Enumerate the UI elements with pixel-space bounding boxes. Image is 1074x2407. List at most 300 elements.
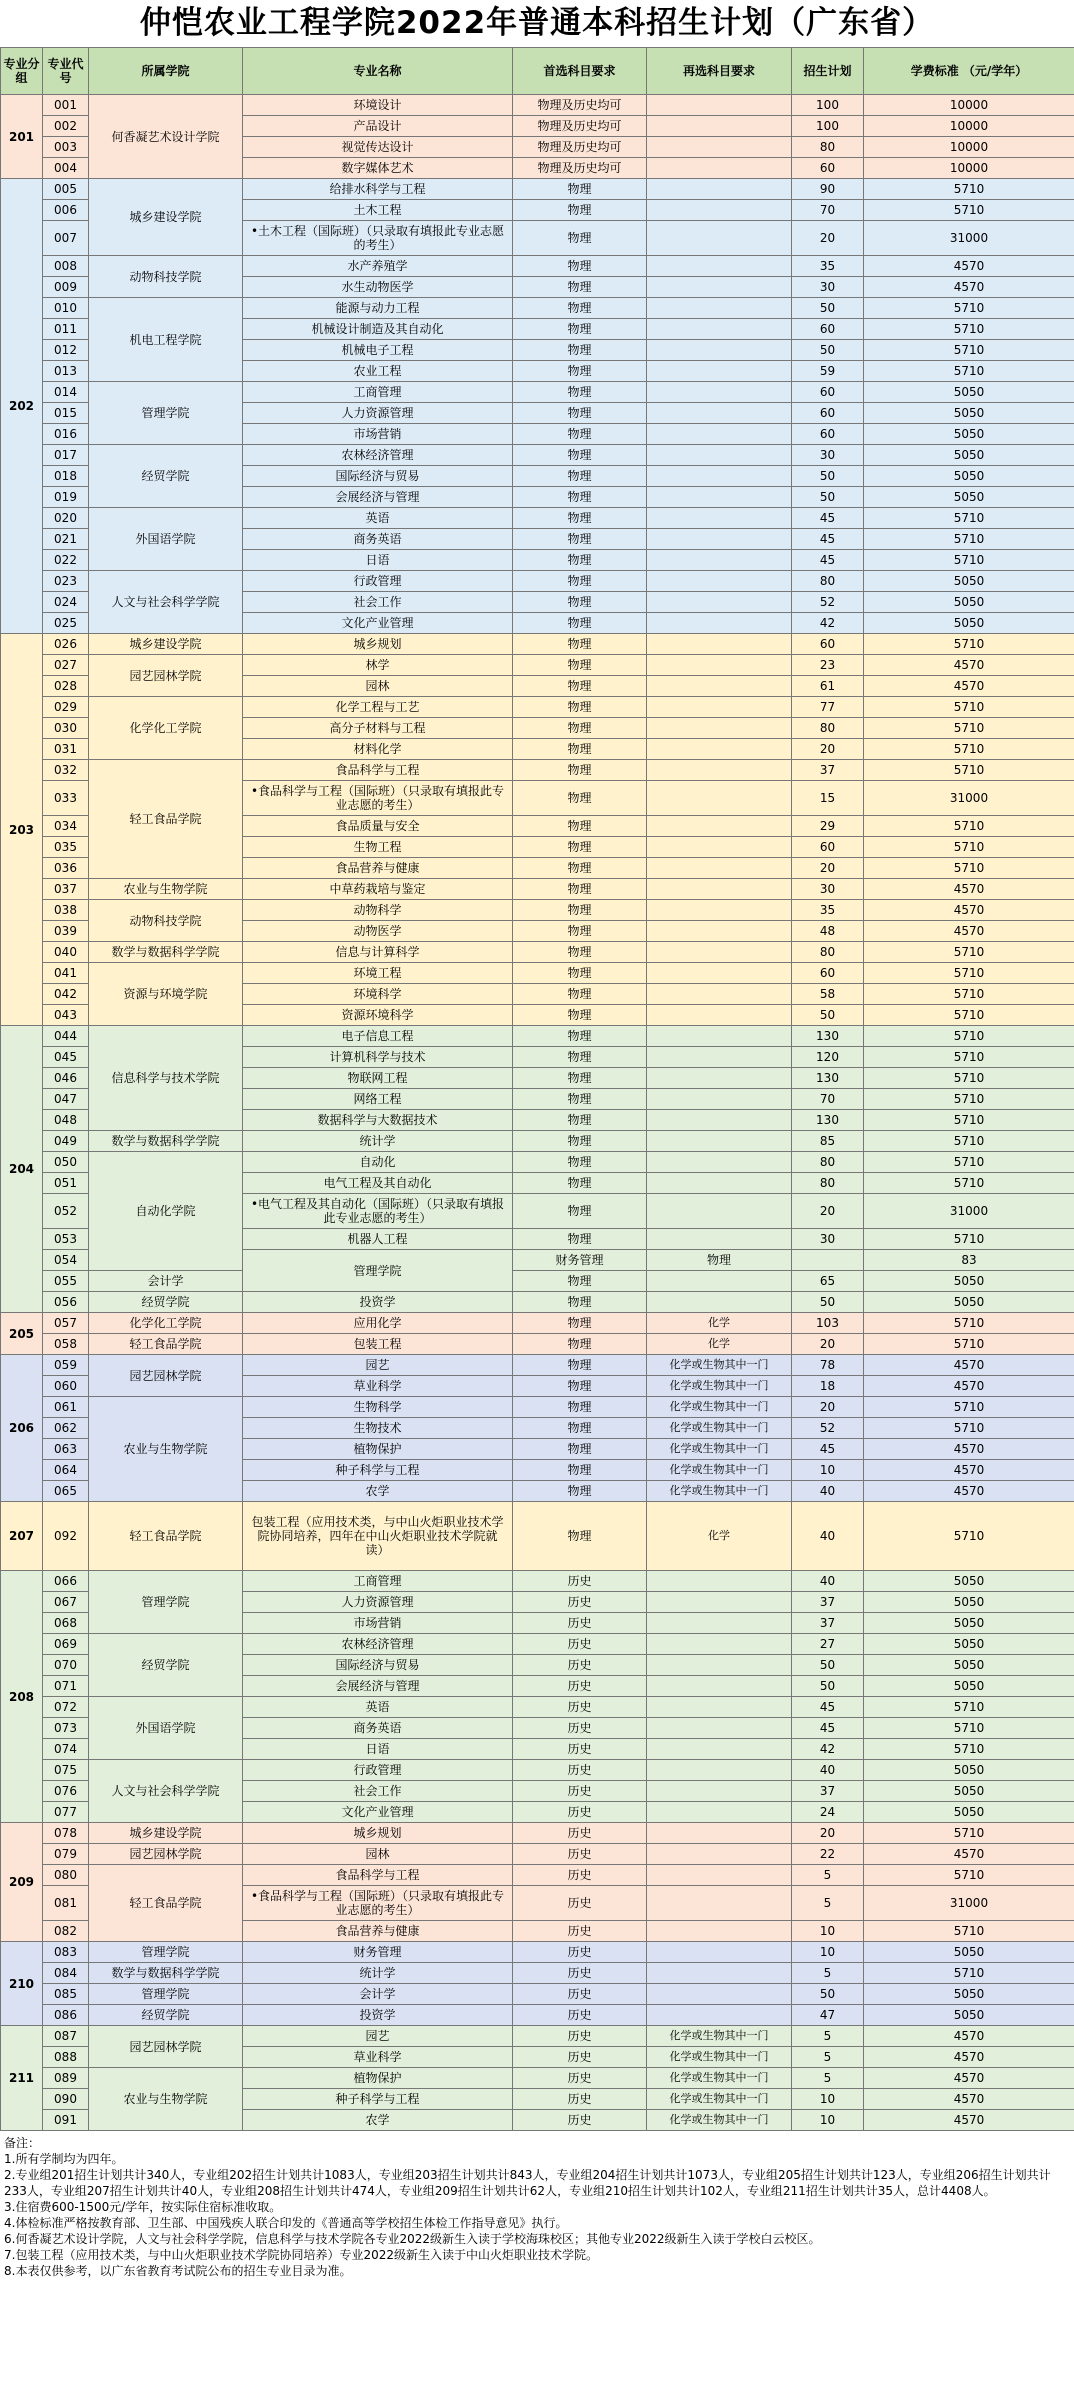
table-row xyxy=(1,1823,1074,1844)
fee-cell: 5050 xyxy=(864,1634,1074,1655)
name-cell: 商务英语 xyxy=(243,1718,513,1739)
name-cell: 物联网工程 xyxy=(243,1068,513,1089)
group-cell: 205 xyxy=(1,1313,43,1355)
name-cell: 日语 xyxy=(243,1739,513,1760)
code-cell: 034 xyxy=(43,816,89,837)
second-cell xyxy=(647,1229,792,1250)
first-cell: 历史 xyxy=(513,1865,647,1886)
plan-cell: 90 xyxy=(792,179,864,200)
name-cell: 草业科学 xyxy=(243,1376,513,1397)
second-cell xyxy=(647,2005,792,2026)
name-cell: 商务英语 xyxy=(243,529,513,550)
code-cell: 063 xyxy=(43,1439,89,1460)
first-cell: 物理 xyxy=(513,676,647,697)
code-cell: 046 xyxy=(43,1068,89,1089)
name-cell: 自动化 xyxy=(243,1152,513,1173)
first-cell: 物理 xyxy=(513,1110,647,1131)
first-cell: 物理 xyxy=(513,1271,647,1292)
table-row xyxy=(1,1397,1074,1418)
second-cell: 化学或生物其中一门 xyxy=(647,2110,792,2131)
name-cell: 包装工程 xyxy=(243,1334,513,1355)
name-cell: 会展经济与管理 xyxy=(243,487,513,508)
code-cell: 052 xyxy=(43,1194,89,1229)
second-cell xyxy=(647,319,792,340)
first-cell: 历史 xyxy=(513,1823,647,1844)
plan-cell: 5 xyxy=(792,1886,864,1921)
fee-cell: 4570 xyxy=(864,1439,1074,1460)
code-cell: 074 xyxy=(43,1739,89,1760)
name-cell: 电气工程及其自动化 xyxy=(243,1173,513,1194)
code-cell: 028 xyxy=(43,676,89,697)
plan-cell: 58 xyxy=(792,984,864,1005)
plan-cell: 59 xyxy=(792,361,864,382)
plan-cell: 5 xyxy=(792,2047,864,2068)
fee-cell: 5050 xyxy=(864,382,1074,403)
first-cell: 物理 xyxy=(513,1089,647,1110)
plan-cell: 100 xyxy=(792,95,864,116)
plan-cell: 45 xyxy=(792,529,864,550)
first-cell: 物理 xyxy=(513,634,647,655)
header-first-subject: 首选科目要求 xyxy=(513,48,647,95)
second-cell xyxy=(647,1152,792,1173)
first-cell: 物理 xyxy=(513,1397,647,1418)
code-cell: 014 xyxy=(43,382,89,403)
first-cell: 物理 xyxy=(513,816,647,837)
first-cell: 物理 xyxy=(513,1229,647,1250)
fee-cell: 5710 xyxy=(864,1313,1074,1334)
second-cell xyxy=(647,760,792,781)
plan-cell: 30 xyxy=(792,879,864,900)
name-cell: 会计学 xyxy=(243,1984,513,2005)
note-line: 2.专业组201招生计划共计340人，专业组202招生计划共计1083人，专业组203招生计划共计843人，专业组204招生计划共计1073人，专业组205招生计划共计123人，专业组206招生计划共计233人，专业组207招生计划共计40人，专业组208招生计划共计474人，专业组209招生计划共计62人，专业组210招生计划共计102人，专业组211招生计划共计35人，总计4408人。 xyxy=(4,2168,1051,2198)
code-cell: 073 xyxy=(43,1718,89,1739)
second-cell xyxy=(647,158,792,179)
plan-cell: 47 xyxy=(792,2005,864,2026)
name-cell: 水生动物医学 xyxy=(243,277,513,298)
plan-cell: 61 xyxy=(792,676,864,697)
second-cell xyxy=(647,816,792,837)
fee-cell: 4570 xyxy=(864,2047,1074,2068)
first-cell: 历史 xyxy=(513,1963,647,1984)
first-cell: 物理 xyxy=(513,382,647,403)
code-cell: 053 xyxy=(43,1229,89,1250)
first-cell: 物理 xyxy=(513,1355,647,1376)
name-cell: 农林经济管理 xyxy=(243,445,513,466)
first-cell: 物理 xyxy=(513,718,647,739)
name-cell: 英语 xyxy=(243,508,513,529)
second-cell xyxy=(647,571,792,592)
group-cell: 206 xyxy=(1,1355,43,1502)
code-cell: 045 xyxy=(43,1047,89,1068)
fee-cell: 5710 xyxy=(864,1152,1074,1173)
table-row xyxy=(1,1984,1074,2005)
college-cell: 数学与数据科学学院 xyxy=(89,1963,243,1984)
first-cell: 历史 xyxy=(513,1942,647,1963)
name-cell: 英语 xyxy=(243,1697,513,1718)
second-cell xyxy=(647,718,792,739)
name-cell: 能源与动力工程 xyxy=(243,298,513,319)
first-cell: 物理 xyxy=(513,697,647,718)
fee-cell: 4570 xyxy=(864,1355,1074,1376)
name-cell: 生物科学 xyxy=(243,1397,513,1418)
plan-cell: 30 xyxy=(792,277,864,298)
name-cell: 投资学 xyxy=(243,2005,513,2026)
group-cell: 209 xyxy=(1,1823,43,1942)
code-cell: 075 xyxy=(43,1760,89,1781)
code-cell: 010 xyxy=(43,298,89,319)
second-cell: 化学 xyxy=(647,1334,792,1355)
code-cell: 009 xyxy=(43,277,89,298)
fee-cell: 10000 xyxy=(864,95,1074,116)
plan-cell: 45 xyxy=(792,1697,864,1718)
first-cell: 物理 xyxy=(513,179,647,200)
first-cell: 物理 xyxy=(513,921,647,942)
college-cell: 轻工食品学院 xyxy=(89,1334,243,1355)
first-cell: 物理 xyxy=(513,445,647,466)
name-cell: 农学 xyxy=(243,2110,513,2131)
fee-cell: 4570 xyxy=(864,879,1074,900)
first-cell: 物理 xyxy=(513,1005,647,1026)
code-cell: 090 xyxy=(43,2089,89,2110)
first-cell: 历史 xyxy=(513,1655,647,1676)
code-cell: 032 xyxy=(43,760,89,781)
table-header xyxy=(1,48,1074,95)
table-row xyxy=(1,1865,1074,1886)
name-cell: 化学工程与工艺 xyxy=(243,697,513,718)
code-cell: 050 xyxy=(43,1152,89,1173)
first-cell: 物理 xyxy=(513,1418,647,1439)
header-college: 所属学院 xyxy=(89,48,243,95)
code-cell: 087 xyxy=(43,2026,89,2047)
college-cell: 农业与生物学院 xyxy=(89,879,243,900)
college-cell: 管理学院 xyxy=(89,1571,243,1634)
fee-cell: 5710 xyxy=(864,361,1074,382)
second-cell: 化学 xyxy=(647,1313,792,1334)
code-cell: 070 xyxy=(43,1655,89,1676)
code-cell: 003 xyxy=(43,137,89,158)
fee-cell: 5710 xyxy=(864,200,1074,221)
plan-cell: 80 xyxy=(792,942,864,963)
first-cell: 物理 xyxy=(513,466,647,487)
name-cell: 园林 xyxy=(243,1844,513,1865)
second-cell xyxy=(647,942,792,963)
code-cell: 044 xyxy=(43,1026,89,1047)
fee-cell: 5710 xyxy=(864,298,1074,319)
plan-cell: 27 xyxy=(792,1634,864,1655)
name-cell: 社会工作 xyxy=(243,1781,513,1802)
second-cell xyxy=(647,655,792,676)
code-cell: 020 xyxy=(43,508,89,529)
name-cell: 数字媒体艺术 xyxy=(243,158,513,179)
note-line: 8.本表仅供参考，以广东省教育考试院公布的招生专业目录为准。 xyxy=(4,2264,352,2278)
code-cell: 041 xyxy=(43,963,89,984)
plan-cell: 40 xyxy=(792,1571,864,1592)
first-cell: 物理 xyxy=(513,984,647,1005)
college-cell: 经贸学院 xyxy=(89,445,243,508)
plan-cell: 45 xyxy=(792,550,864,571)
first-cell: 历史 xyxy=(513,1676,647,1697)
table-row xyxy=(1,697,1074,718)
name-cell: 工商管理 xyxy=(243,382,513,403)
plan-cell: 50 xyxy=(792,340,864,361)
page-title: 仲恺农业工程学院2022年普通本科招生计划（广东省） xyxy=(0,0,1074,47)
second-cell xyxy=(647,837,792,858)
name-cell: 行政管理 xyxy=(243,571,513,592)
fee-cell: 5050 xyxy=(864,424,1074,445)
second-cell: 化学或生物其中一门 xyxy=(647,1439,792,1460)
code-cell: 006 xyxy=(43,200,89,221)
plan-cell: 50 xyxy=(792,466,864,487)
plan-cell: 80 xyxy=(792,1173,864,1194)
fee-cell: 5710 xyxy=(864,963,1074,984)
second-cell xyxy=(647,529,792,550)
table-row xyxy=(1,1844,1074,1865)
plan-cell: 70 xyxy=(792,1089,864,1110)
name-cell: 行政管理 xyxy=(243,1760,513,1781)
first-cell: 历史 xyxy=(513,1886,647,1921)
plan-cell: 20 xyxy=(792,858,864,879)
second-cell xyxy=(647,508,792,529)
fee-cell: 5050 xyxy=(864,1292,1074,1313)
code-cell: 027 xyxy=(43,655,89,676)
fee-cell: 4570 xyxy=(864,2110,1074,2131)
table-row xyxy=(1,1271,1074,1292)
fee-cell: 31000 xyxy=(864,221,1074,256)
first-cell: 物理及历史均可 xyxy=(513,116,647,137)
second-cell xyxy=(647,1026,792,1047)
group-cell: 202 xyxy=(1,179,43,634)
code-cell: 055 xyxy=(43,1271,89,1292)
first-cell: 物理 xyxy=(513,781,647,816)
first-cell: 物理 xyxy=(513,403,647,424)
plan-cell: 42 xyxy=(792,613,864,634)
header-code: 专业代号 xyxy=(43,48,89,95)
second-cell xyxy=(647,221,792,256)
college-cell: 数学与数据科学学院 xyxy=(89,942,243,963)
code-cell: 024 xyxy=(43,592,89,613)
first-cell: 历史 xyxy=(513,1718,647,1739)
second-cell: 化学或生物其中一门 xyxy=(647,1460,792,1481)
second-cell xyxy=(647,298,792,319)
name-cell: 财务管理 xyxy=(513,1250,647,1271)
fee-cell: 10000 xyxy=(864,116,1074,137)
plan-cell: 20 xyxy=(792,221,864,256)
second-cell xyxy=(647,1613,792,1634)
college-cell: 园艺园林学院 xyxy=(89,1844,243,1865)
code-cell: 043 xyxy=(43,1005,89,1026)
table-row xyxy=(1,1131,1074,1152)
second-cell xyxy=(647,1173,792,1194)
plan-cell: 85 xyxy=(792,1131,864,1152)
college-cell: 农业与生物学院 xyxy=(89,2068,243,2131)
code-cell: 026 xyxy=(43,634,89,655)
fee-cell: 5050 xyxy=(864,571,1074,592)
plan-cell: 10 xyxy=(792,1942,864,1963)
fee-cell: 5050 xyxy=(864,1676,1074,1697)
plan-cell: 60 xyxy=(792,403,864,424)
plan-cell: 80 xyxy=(792,718,864,739)
second-cell: 化学 xyxy=(647,1502,792,1571)
first-cell: 物理 xyxy=(513,277,647,298)
table-row xyxy=(1,298,1074,319)
code-cell: 025 xyxy=(43,613,89,634)
name-cell: 高分子材料与工程 xyxy=(243,718,513,739)
plan-cell: 10 xyxy=(792,2089,864,2110)
table-row xyxy=(1,1760,1074,1781)
second-cell xyxy=(647,1592,792,1613)
table-row xyxy=(1,1313,1074,1334)
name-cell: 文化产业管理 xyxy=(243,1802,513,1823)
college-cell: 自动化学院 xyxy=(89,1152,243,1271)
first-cell: 物理及历史均可 xyxy=(513,158,647,179)
first-cell: 物理 xyxy=(513,592,647,613)
code-cell: 018 xyxy=(43,466,89,487)
name-cell: 网络工程 xyxy=(243,1089,513,1110)
college-cell: 动物科技学院 xyxy=(89,256,243,298)
fee-cell: 5710 xyxy=(864,1963,1074,1984)
second-cell: 化学或生物其中一门 xyxy=(647,1376,792,1397)
name-cell: 食品科学与工程 xyxy=(243,1865,513,1886)
second-cell xyxy=(647,1760,792,1781)
name-cell: 数据科学与大数据技术 xyxy=(243,1110,513,1131)
second-cell xyxy=(647,403,792,424)
code-cell: 088 xyxy=(43,2047,89,2068)
name-cell: 土木工程 xyxy=(243,200,513,221)
code-cell: 059 xyxy=(43,1355,89,1376)
name-cell: 动物科学 xyxy=(243,900,513,921)
college-cell: 何香凝艺术设计学院 xyxy=(89,95,243,179)
first-cell: 历史 xyxy=(513,2110,647,2131)
fee-cell: 4570 xyxy=(864,2026,1074,2047)
college-cell: 轻工食品学院 xyxy=(89,1865,243,1942)
name-cell: 环境设计 xyxy=(243,95,513,116)
plan-cell: 18 xyxy=(792,1376,864,1397)
first-cell: 物理及历史均可 xyxy=(513,95,647,116)
first-cell: 物理 xyxy=(513,319,647,340)
name-cell: 包装工程（应用技术类，与中山火炬职业技术学院协同培养，四年在中山火炬职业技术学院就读） xyxy=(243,1502,513,1571)
first-cell: 物理 xyxy=(513,1068,647,1089)
name-cell: 草业科学 xyxy=(243,2047,513,2068)
table-row xyxy=(1,942,1074,963)
fee-cell: 5710 xyxy=(864,1418,1074,1439)
name-cell: 信息与计算科学 xyxy=(243,942,513,963)
plan-cell: 42 xyxy=(792,1739,864,1760)
note-line: 7.包装工程（应用技术类，与中山火炬职业技术学院协同培养）专业2022级新生入读于中山火炬职业技术学院。 xyxy=(4,2248,598,2262)
plan-cell: 10 xyxy=(792,2110,864,2131)
second-cell xyxy=(647,1676,792,1697)
table-row xyxy=(1,1355,1074,1376)
note-line: 1.所有学制均为四年。 xyxy=(4,2152,124,2166)
college-cell: 数学与数据科学学院 xyxy=(89,1131,243,1152)
group-cell: 211 xyxy=(1,2026,43,2131)
college-cell: 外国语学院 xyxy=(89,508,243,571)
first-cell: 物理 xyxy=(513,508,647,529)
plan-cell: 10 xyxy=(792,1921,864,1942)
name-cell: 人力资源管理 xyxy=(243,403,513,424)
group-cell: 207 xyxy=(1,1502,43,1571)
plan-cell: 103 xyxy=(792,1313,864,1334)
college-cell: 化学化工学院 xyxy=(89,697,243,760)
second-cell xyxy=(647,116,792,137)
second-cell xyxy=(647,613,792,634)
plan-cell: 37 xyxy=(792,1592,864,1613)
second-cell: 化学或生物其中一门 xyxy=(647,1397,792,1418)
name-cell: 生物技术 xyxy=(243,1418,513,1439)
code-cell: 033 xyxy=(43,781,89,816)
table-row xyxy=(1,2005,1074,2026)
table-row xyxy=(1,1634,1074,1655)
plan-cell: 5 xyxy=(792,1865,864,1886)
plan-cell: 24 xyxy=(792,1802,864,1823)
plan-cell: 29 xyxy=(792,816,864,837)
header-group: 专业分组 xyxy=(1,48,43,95)
plan-cell: 100 xyxy=(792,116,864,137)
table-row xyxy=(1,95,1074,116)
first-cell: 物理 xyxy=(513,361,647,382)
plan-cell: 20 xyxy=(792,1334,864,1355)
code-cell: 072 xyxy=(43,1697,89,1718)
code-cell: 091 xyxy=(43,2110,89,2131)
first-cell: 物理 xyxy=(513,1334,647,1355)
college-cell: 管理学院 xyxy=(243,1250,513,1292)
name-cell: 投资学 xyxy=(243,1292,513,1313)
table-row xyxy=(1,1334,1074,1355)
second-cell: 化学或生物其中一门 xyxy=(647,2047,792,2068)
code-cell: 089 xyxy=(43,2068,89,2089)
plan-cell: 15 xyxy=(792,781,864,816)
first-cell: 物理 xyxy=(513,655,647,676)
plan-cell: 30 xyxy=(792,1229,864,1250)
first-cell: 历史 xyxy=(513,2068,647,2089)
name-cell: •电气工程及其自动化（国际班）（只录取有填报此专业志愿的考生） xyxy=(243,1194,513,1229)
code-cell: 036 xyxy=(43,858,89,879)
college-cell: 园艺园林学院 xyxy=(89,655,243,697)
fee-cell: 5710 xyxy=(864,179,1074,200)
code-cell: 011 xyxy=(43,319,89,340)
fee-cell: 31000 xyxy=(864,781,1074,816)
plan-cell: 130 xyxy=(792,1110,864,1131)
name-cell: 食品质量与安全 xyxy=(243,816,513,837)
second-cell xyxy=(647,466,792,487)
second-cell xyxy=(647,592,792,613)
table-row xyxy=(1,445,1074,466)
first-cell: 物理 xyxy=(513,1460,647,1481)
fee-cell: 5710 xyxy=(864,1823,1074,1844)
code-cell: 069 xyxy=(43,1634,89,1655)
code-cell: 019 xyxy=(43,487,89,508)
second-cell xyxy=(647,1634,792,1655)
table-row xyxy=(1,1697,1074,1718)
name-cell: 资源环境科学 xyxy=(243,1005,513,1026)
name-cell: 城乡规划 xyxy=(243,634,513,655)
fee-cell: 5050 xyxy=(864,1942,1074,1963)
fee-cell: 5710 xyxy=(864,1921,1074,1942)
fee-cell: 5710 xyxy=(864,1026,1074,1047)
name-cell: 文化产业管理 xyxy=(243,613,513,634)
code-cell: 051 xyxy=(43,1173,89,1194)
name-cell: 给排水科学与工程 xyxy=(243,179,513,200)
first-cell: 历史 xyxy=(513,1592,647,1613)
fee-cell: 5050 xyxy=(864,445,1074,466)
table-row xyxy=(1,571,1074,592)
second-cell xyxy=(647,1942,792,1963)
first-cell: 历史 xyxy=(513,1760,647,1781)
name-cell: 会展经济与管理 xyxy=(243,1676,513,1697)
second-cell xyxy=(647,1047,792,1068)
code-cell: 060 xyxy=(43,1376,89,1397)
first-cell: 历史 xyxy=(513,2005,647,2026)
fee-cell: 5710 xyxy=(864,739,1074,760)
